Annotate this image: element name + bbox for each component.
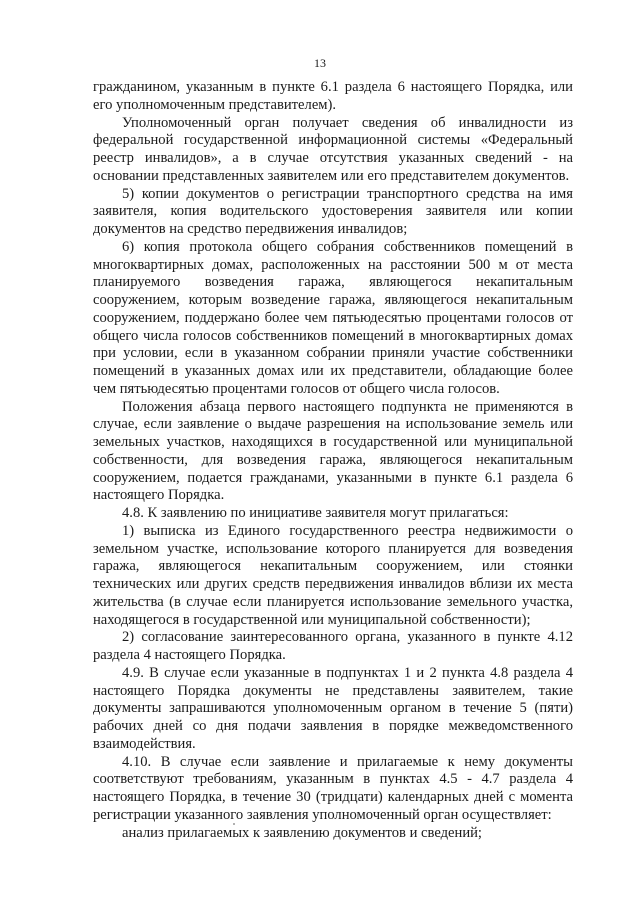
page-number: 13 <box>314 56 326 70</box>
paragraph-item-6: 6) копия протокола общего собрания собственников помещений в многоквартирных домах, расположенных на расстоянии 500 м от места планируемого возведения гаража, являющегося некапитальным сооружением, которым возведение гаража, являющегося некапитальным сооружением, поддержано более чем пятьюдесятью процентами голосов от общего числа голосов собственников помещений в многоквартирных домах при условии, если в указанном собрании приняли участие собственники помещений в указанных домах или их представители, обладающие более чем пятьюдесятью процентами голосов от общего числа голосов. <box>93 238 573 397</box>
paragraph-disability-info: Уполномоченный орган получает сведения об инвалидности из федеральной государственной информационной системы «Федеральный реестр инвалидов», а в случае отсутствия указанных сведений - на основании представленных заявителем или его представителем документов. <box>93 114 573 184</box>
paragraph-4-8: 4.8. К заявлению по инициативе заявителя могут прилагаться: <box>122 505 509 521</box>
scan-speck <box>233 823 235 825</box>
paragraph-analysis: анализ прилагаемых к заявлению документов и сведений; <box>122 824 482 841</box>
paragraph-exception: Положения абзаца первого настоящего подпункта не применяются в случае, если заявление о выдаче разрешения на использование земель или земельных участков, находящихся в государственной или муниципальной собственности, для возведения гаража, являющегося некапитальным сооружением, подается гражданами, указанными в пункте 6.1 раздела 6 настоящего Порядка. <box>93 398 573 504</box>
paragraph-4-8-item-2: 2) согласование заинтересованного органа, указанного в пункте 4.12 раздела 4 настоящего Порядка. <box>93 629 573 663</box>
paragraph-continuation: гражданином, указанным в пункте 6.1 раздела 6 настоящего Порядка, или его уполномоченным представителем). <box>93 79 573 113</box>
paragraph-item-5: 5) копии документов о регистрации транспортного средства на имя заявителя, копия водительского удостоверения заявителя или копии документов на средство передвижения инвалидов; <box>93 185 573 237</box>
document-body <box>93 79 573 842</box>
paragraph-4-10: 4.10. В случае если заявление и прилагаемые к нему документы соответствуют требованиям, указанным в пунктах 4.5 - 4.7 раздела 4 настоящего Порядка, в течение 30 (тридцати) календарных дней с момента регистрации указанного заявления уполномоченный орган осуществляет: <box>93 753 573 823</box>
paragraph-4-9: 4.9. В случае если указанные в подпунктах 1 и 2 пункта 4.8 раздела 4 настоящего Порядка документы не представлены заявителем, такие документы запрашиваются уполномоченным органом в течение 5 (пяти) рабочих дней со дня подачи заявления в порядке межведомственного взаимодействия. <box>93 664 573 752</box>
paragraph-4-8-item-1: 1) выписка из Единого государственного реестра недвижимости о земельном участке, использование которого планируется для возведения гаража, являющегося некапитальным сооружением, или стоянки технических или других средств передвижения инвалидов вблизи их места жительства (в случае если планируется использование земельного участка, находящегося в государственной или муниципальной собственности); <box>93 522 573 628</box>
